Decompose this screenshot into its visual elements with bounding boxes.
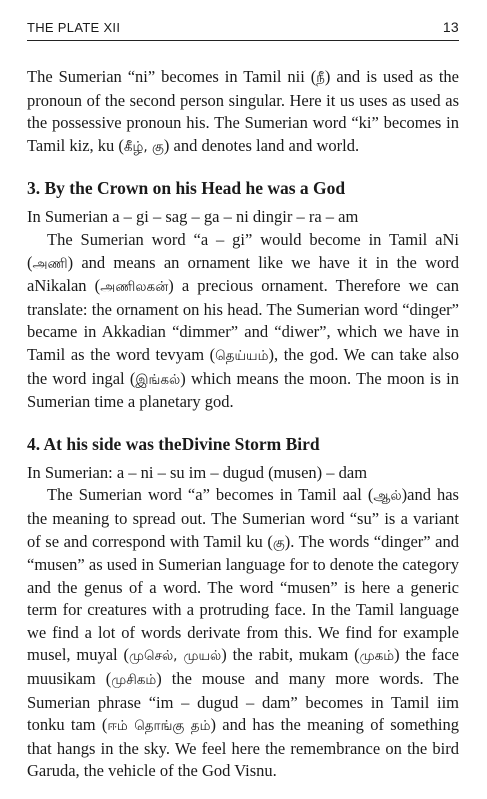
tamil-script: தெய்யம் [215,347,269,364]
text-run: ) and has the meaning of something that hangs in the sky. We feel here the remembrance on the bird Garuda, the vehicle of the God Visnu. [27,715,459,781]
paragraph-storm-bird [27,484,459,783]
text-run: ) the rabit, mukam ( [221,645,360,665]
tamil-script: முகம் [359,648,395,665]
text-run: ), the god. We can take also the word ingal ( [27,344,459,388]
tamil-script: இங்கல் [135,371,181,388]
page-number: 13 [442,19,459,35]
text-run: ) and means an ornament like we have it in the word aNikalan ( [27,252,459,296]
tamil-script: ஆல் [373,488,402,505]
text-run: The Sumerian “ni” becomes in Tamil nii ( [27,67,317,86]
text-run: The Sumerian word “a” becomes in Tamil aal ( [47,485,374,505]
text-run: ). The words “dinger” and “musen” as used in Sumerian language for to denote the category and the genus of a word. The word “musen” is here a generic term for creatures with a protruding face. In the Tamil language we find a lot of words derivate from this. We find for example musel, muyal ( [27,531,459,665]
text-run: ) and is used as the pronoun of the second person singular. Here it us uses as used as the possessive pronoun his. The Sumerian word “ki” becomes in Tamil kiz, ku ( [27,67,459,155]
tamil-script: கு [272,534,285,551]
text-run: ) a precious ornament. Therefore we can translate: the ornament on his head. The Sumerian word “dinger” became in Akkadian “dimmer” and “diwer”, which we have in Tamil as the word tevyam ( [27,276,459,364]
paragraph-crown [27,229,459,414]
section-heading-3: 3. By the Crown on his Head he was a God [27,178,346,199]
sumerian-line-3: In Sumerian a – gi – sag – ga – ni dingir – ra – am [27,207,359,227]
tamil-script: முசெல், முயல் [128,648,222,665]
text-run: ) and denotes land and world. [163,135,360,155]
paragraph-ni-ki [27,66,459,158]
tamil-script: கீழ், கு [123,138,164,155]
tamil-script: அணிலகன் [100,279,169,296]
tamil-script: அணி [32,255,68,272]
running-title: THE PLATE XII [27,20,121,35]
running-header [27,0,459,41]
tamil-script: ஈம் தொங்கு தம் [107,718,211,735]
text-run: ) the face muusikam ( [27,645,459,689]
tamil-script: நீ [316,70,325,86]
section-heading-4: 4. At his side was theDivine Storm Bird [27,433,320,454]
text-run: )and has the meaning to spread out. The Sumerian word “su” is a variant of se and correspond with Tamil ku ( [27,485,459,551]
tamil-script: முசிகம் [111,672,157,689]
text-run: ) which means the moon. The moon is in Sumerian time a planetary god. [27,368,459,412]
text-run: The Sumerian word “a – gi” would become in Tamil aNi ( [27,229,459,272]
sumerian-line-4: In Sumerian: a – ni – su im – dugud (musen) – dam [27,462,368,482]
text-run: ) the mouse and many more words. The Sumerian phrase “im – dugud – dam” becomes in Tamil iim tonku tam ( [27,669,459,735]
